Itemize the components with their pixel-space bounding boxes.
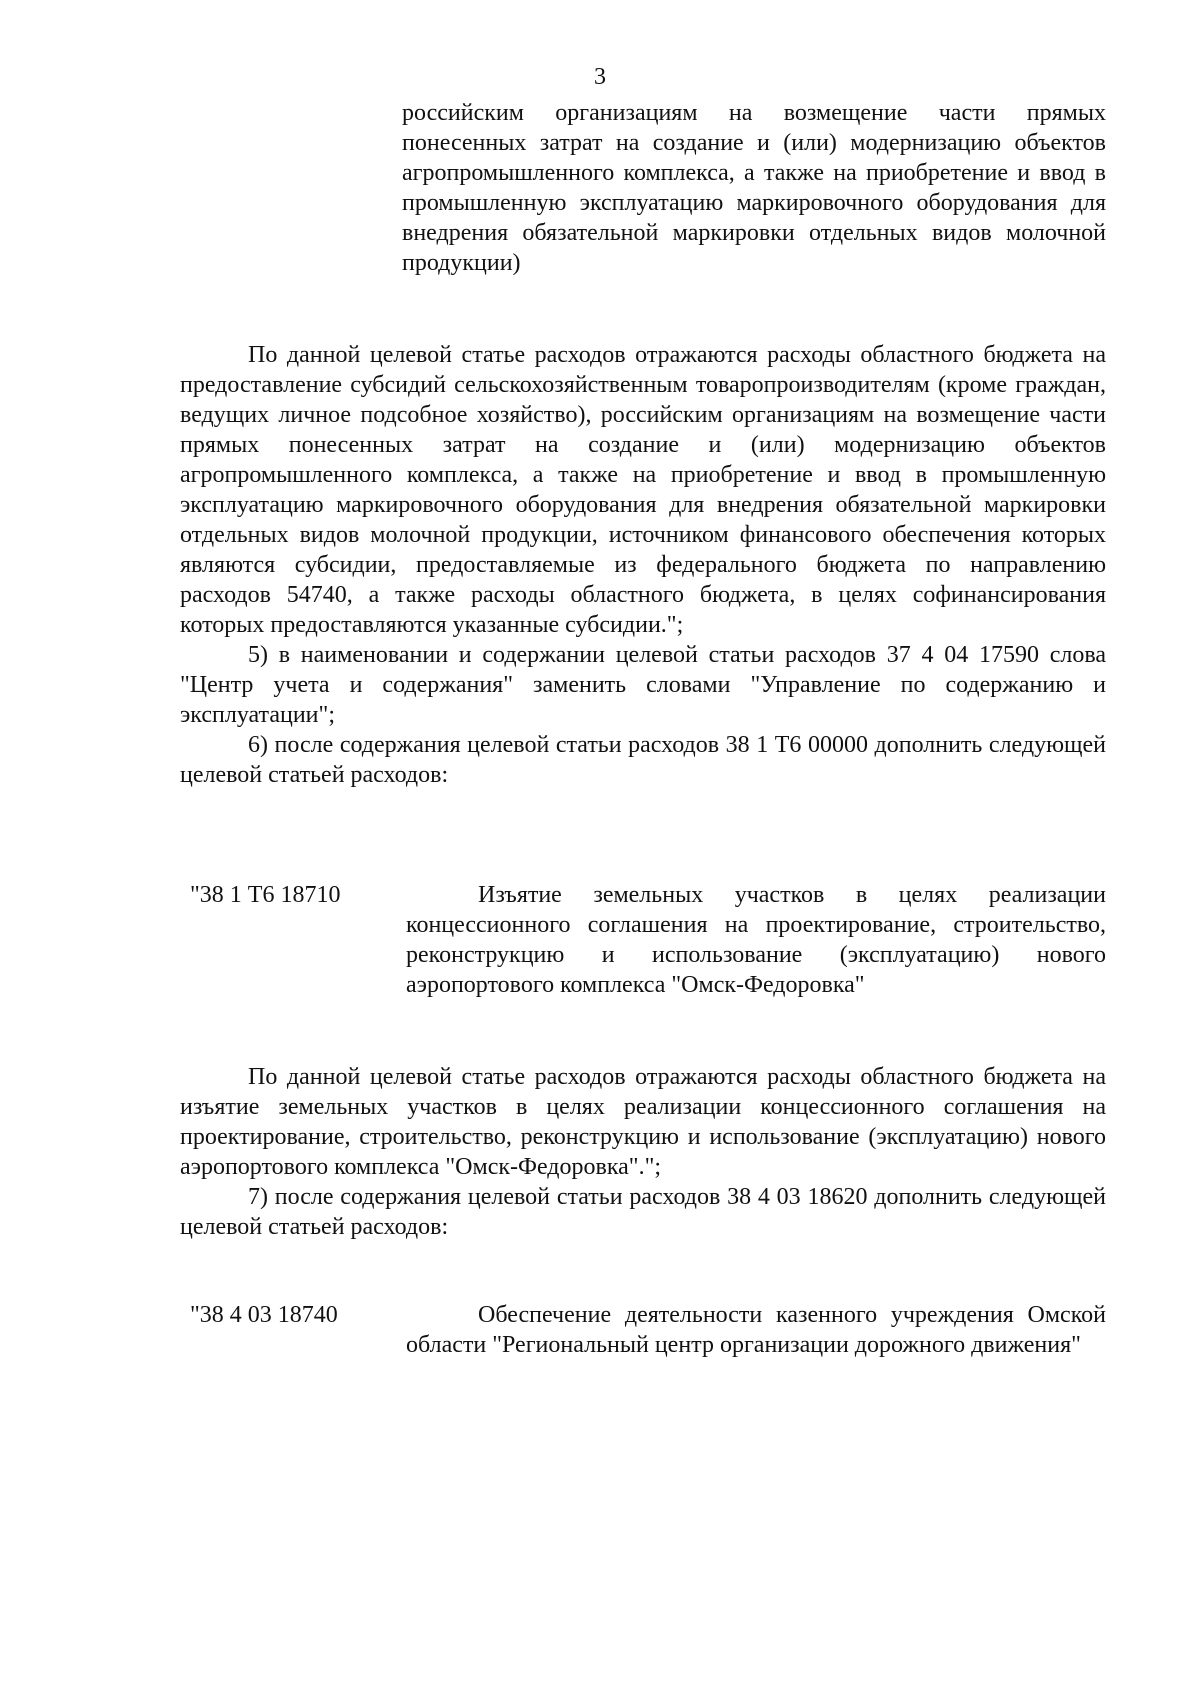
entry-1-title-block [406,880,1106,1000]
paragraph-1: По данной целевой статье расходов отражаются расходы областного бюджета на предоставление субсидий сельскохозяйственным товаропроизводителям (кроме граждан, ведущих личное подсобное хозяйство), российским организациям на возмещение части прямых понесенных затрат на создание и (или) модернизацию объектов агропромышленного комплекса, а также на приобретение и ввод в промышленную эксплуатацию маркировочного оборудования для внедрения обязательной маркировки отдельных видов молочной продукции, источником финансового обеспечения которых являются субсидии, предоставляемые из федерального бюджета по направлению расходов 54740, а также расходы областного бюджета, в целях софинансирования которых предоставляются указанные субсидии."; [180,342,1106,638]
entry-2-title-block [406,1300,1106,1360]
top-continuation-block [402,98,1106,278]
item-6: 6) после содержания целевой статьи расходов 38 1 Т6 00000 дополнить следующей целевой статьей расходов: [180,732,1106,788]
paragraph-1-block [180,340,1106,790]
paragraph-2-block [180,1062,1106,1242]
top-continuation-text: российским организациям на возмещение части прямых понесенных затрат на создание и (или) модернизацию объектов агропромышленного комплекса, а также на приобретение и ввод в промышленную эксплуатацию маркировочного оборудования для внедрения обязательной маркировки отдельных видов молочной продукции) [402,100,1106,276]
entry-1-code: "38 1 Т6 18710 [190,882,341,908]
item-5: 5) в наименовании и содержании целевой статьи расходов 37 4 04 17590 слова "Центр учета и содержания" заменить словами "Управление по содержанию и эксплуатации"; [180,642,1106,728]
paragraph-2: По данной целевой статье расходов отражаются расходы областного бюджета на изъятие земельных участков в целях реализации концессионного соглашения на проектирование, строительство, реконструкцию и использование (эксплуатацию) нового аэропортового комплекса "Омск-Федоровка"."; [180,1064,1106,1180]
page-number: 3 [594,64,606,90]
entry-2-title: Обеспечение деятельности казенного учреждения Омской области "Региональный центр организации дорожного движения" [406,1302,1106,1358]
entry-1-title: Изъятие земельных участков в целях реализации концессионного соглашения на проектирование, строительство, реконструкцию и использование (эксплуатацию) нового аэропортового комплекса "Омск-Федоровка" [406,882,1106,998]
entry-2-code: "38 4 03 18740 [190,1302,338,1328]
item-7: 7) после содержания целевой статьи расходов 38 4 03 18620 дополнить следующей целевой статьей расходов: [180,1184,1106,1240]
